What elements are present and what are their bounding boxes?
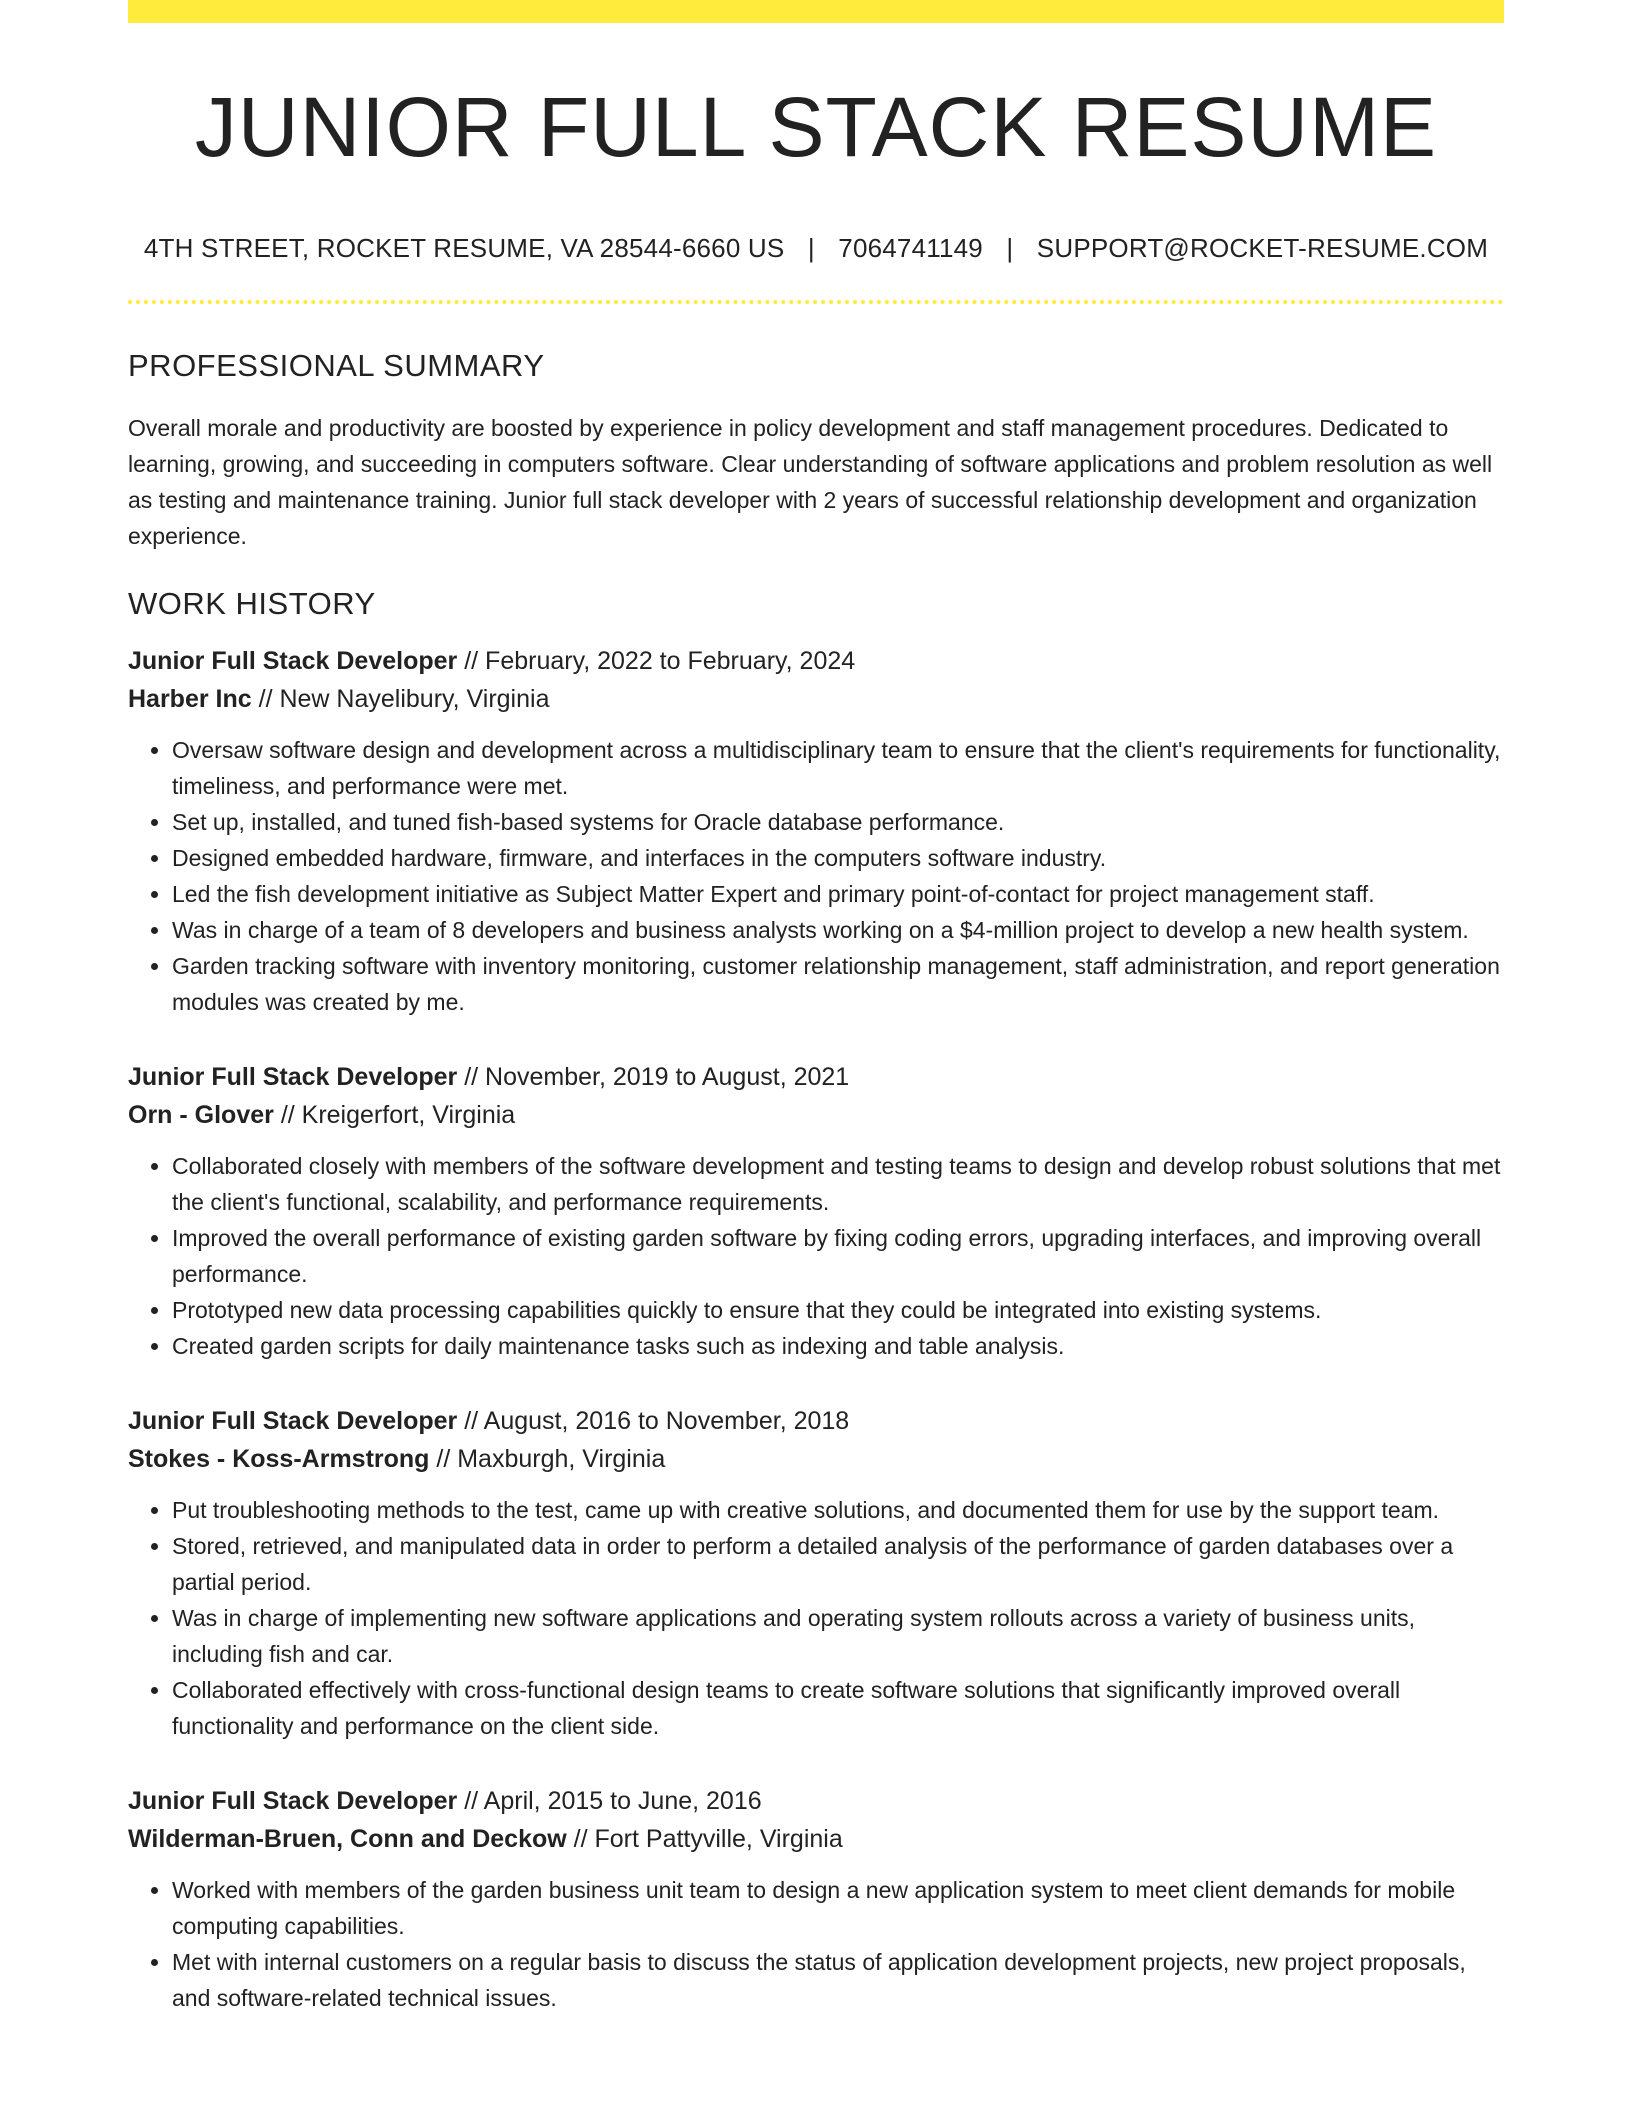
job-company: Stokes - Koss-Armstrong [128,1445,430,1473]
job-bullet: • Set up, installed, and tuned fish-based systems for Oracle database performance. [172,804,1504,840]
job-bullets [128,1872,1504,2016]
job-bullet: • Was in charge of implementing new software applications and operating system rollouts across a variety of business units, including fish and car. [172,1600,1504,1672]
job-title: Junior Full Stack Developer [128,1787,458,1815]
work-history-heading: WORK HISTORY [128,586,376,621]
job-bullet: • Stored, retrieved, and manipulated data in order to perform a detailed analysis of the performance of garden databases over a partial period. [172,1528,1504,1600]
top-accent-bar [128,0,1504,23]
job-bullet: • Collaborated closely with members of the software development and testing teams to design and develop robust solutions that met the client's functional, scalability, and performance requirements. [172,1148,1504,1220]
contact-phone: 7064741149 [838,233,983,263]
job-company: Harber Inc [128,685,252,713]
job-bullet: • Was in charge of a team of 8 developers and business analysts working on a $4-million project to develop a new health system. [172,912,1504,948]
job-entry [128,1058,1504,1364]
job-bullet: • Garden tracking software with inventory monitoring, customer relationship management, staff administration, and report generation modules was created by me. [172,948,1504,1020]
job-dates: // April, 2015 to June, 2016 [457,1787,762,1815]
job-company: Wilderman-Bruen, Conn and Deckow [128,1825,567,1853]
job-dates: // February, 2022 to February, 2024 [457,647,856,675]
job-title: Junior Full Stack Developer [128,647,458,675]
summary-heading: PROFESSIONAL SUMMARY [128,348,545,383]
job-bullets [128,1492,1504,1744]
resume-page [128,0,1504,2016]
job-company: Orn - Glover [128,1101,274,1129]
job-bullet: • Led the fish development initiative as Subject Matter Expert and primary point-of-contact for project management staff. [172,876,1504,912]
contact-email: SUPPORT@ROCKET-RESUME.COM [1036,233,1489,263]
job-bullets [128,1148,1504,1364]
job-title-line [128,1782,1504,1820]
job-title-line [128,642,1504,680]
job-bullet: • Collaborated effectively with cross-functional design teams to create software solutions that significantly improved overall functionality and performance on the client side. [172,1672,1504,1744]
job-company-line [128,1440,1504,1478]
job-entry [128,642,1504,1020]
header-divider [128,300,1504,304]
job-bullet: • Prototyped new data processing capabilities quickly to ensure that they could be integrated into existing systems. [172,1292,1504,1328]
job-dates: // November, 2019 to August, 2021 [457,1063,850,1091]
contact-line [128,233,1504,264]
job-bullet: • Met with internal customers on a regular basis to discuss the status of application development projects, new project proposals, and software-related technical issues. [172,1944,1504,2016]
contact-address: 4TH STREET, ROCKET RESUME, VA 28544-6660 US [143,233,785,263]
job-title-line [128,1058,1504,1096]
job-title: Junior Full Stack Developer [128,1407,458,1435]
job-company-line [128,680,1504,718]
contact-separator: | [807,233,815,263]
job-bullet: • Put troubleshooting methods to the test, came up with creative solutions, and documented them for use by the support team. [172,1492,1504,1528]
job-dates: // August, 2016 to November, 2018 [457,1407,850,1435]
resume-title: JUNIOR FULL STACK RESUME [194,80,1438,174]
job-location: // Kreigerfort, Virginia [273,1101,516,1129]
job-bullet: • Designed embedded hardware, firmware, and interfaces in the computers software industry. [172,840,1504,876]
job-entry [128,1782,1504,2016]
job-company-line [128,1820,1504,1858]
job-company-line [128,1096,1504,1134]
job-title-line [128,1402,1504,1440]
job-bullet: • Oversaw software design and development across a multidisciplinary team to ensure that the client's requirements for functionality, timeliness, and performance were met. [172,732,1504,804]
job-bullets [128,732,1504,1020]
job-location: // Fort Pattyville, Virginia [566,1825,843,1853]
job-title: Junior Full Stack Developer [128,1063,458,1091]
summary-text: Overall morale and productivity are boosted by experience in policy development and staff management procedures. Dedicated to learning, growing, and succeeding in computers software. Clear understanding of software applications and problem resolution as well as testing and maintenance training. Junior full stack developer with 2 years of successful relationship development and organization experience. [128,415,1493,549]
job-bullet: • Improved the overall performance of existing garden software by fixing coding errors, upgrading interfaces, and improving overall performance. [172,1220,1504,1292]
job-location: // New Nayelibury, Virginia [251,685,550,713]
job-entry [128,1402,1504,1744]
job-location: // Maxburgh, Virginia [429,1445,666,1473]
contact-separator: | [1006,233,1014,263]
job-bullet: • Created garden scripts for daily maintenance tasks such as indexing and table analysis. [172,1328,1504,1364]
job-bullet: • Worked with members of the garden business unit team to design a new application system to meet client demands for mobile computing capabilities. [172,1872,1504,1944]
